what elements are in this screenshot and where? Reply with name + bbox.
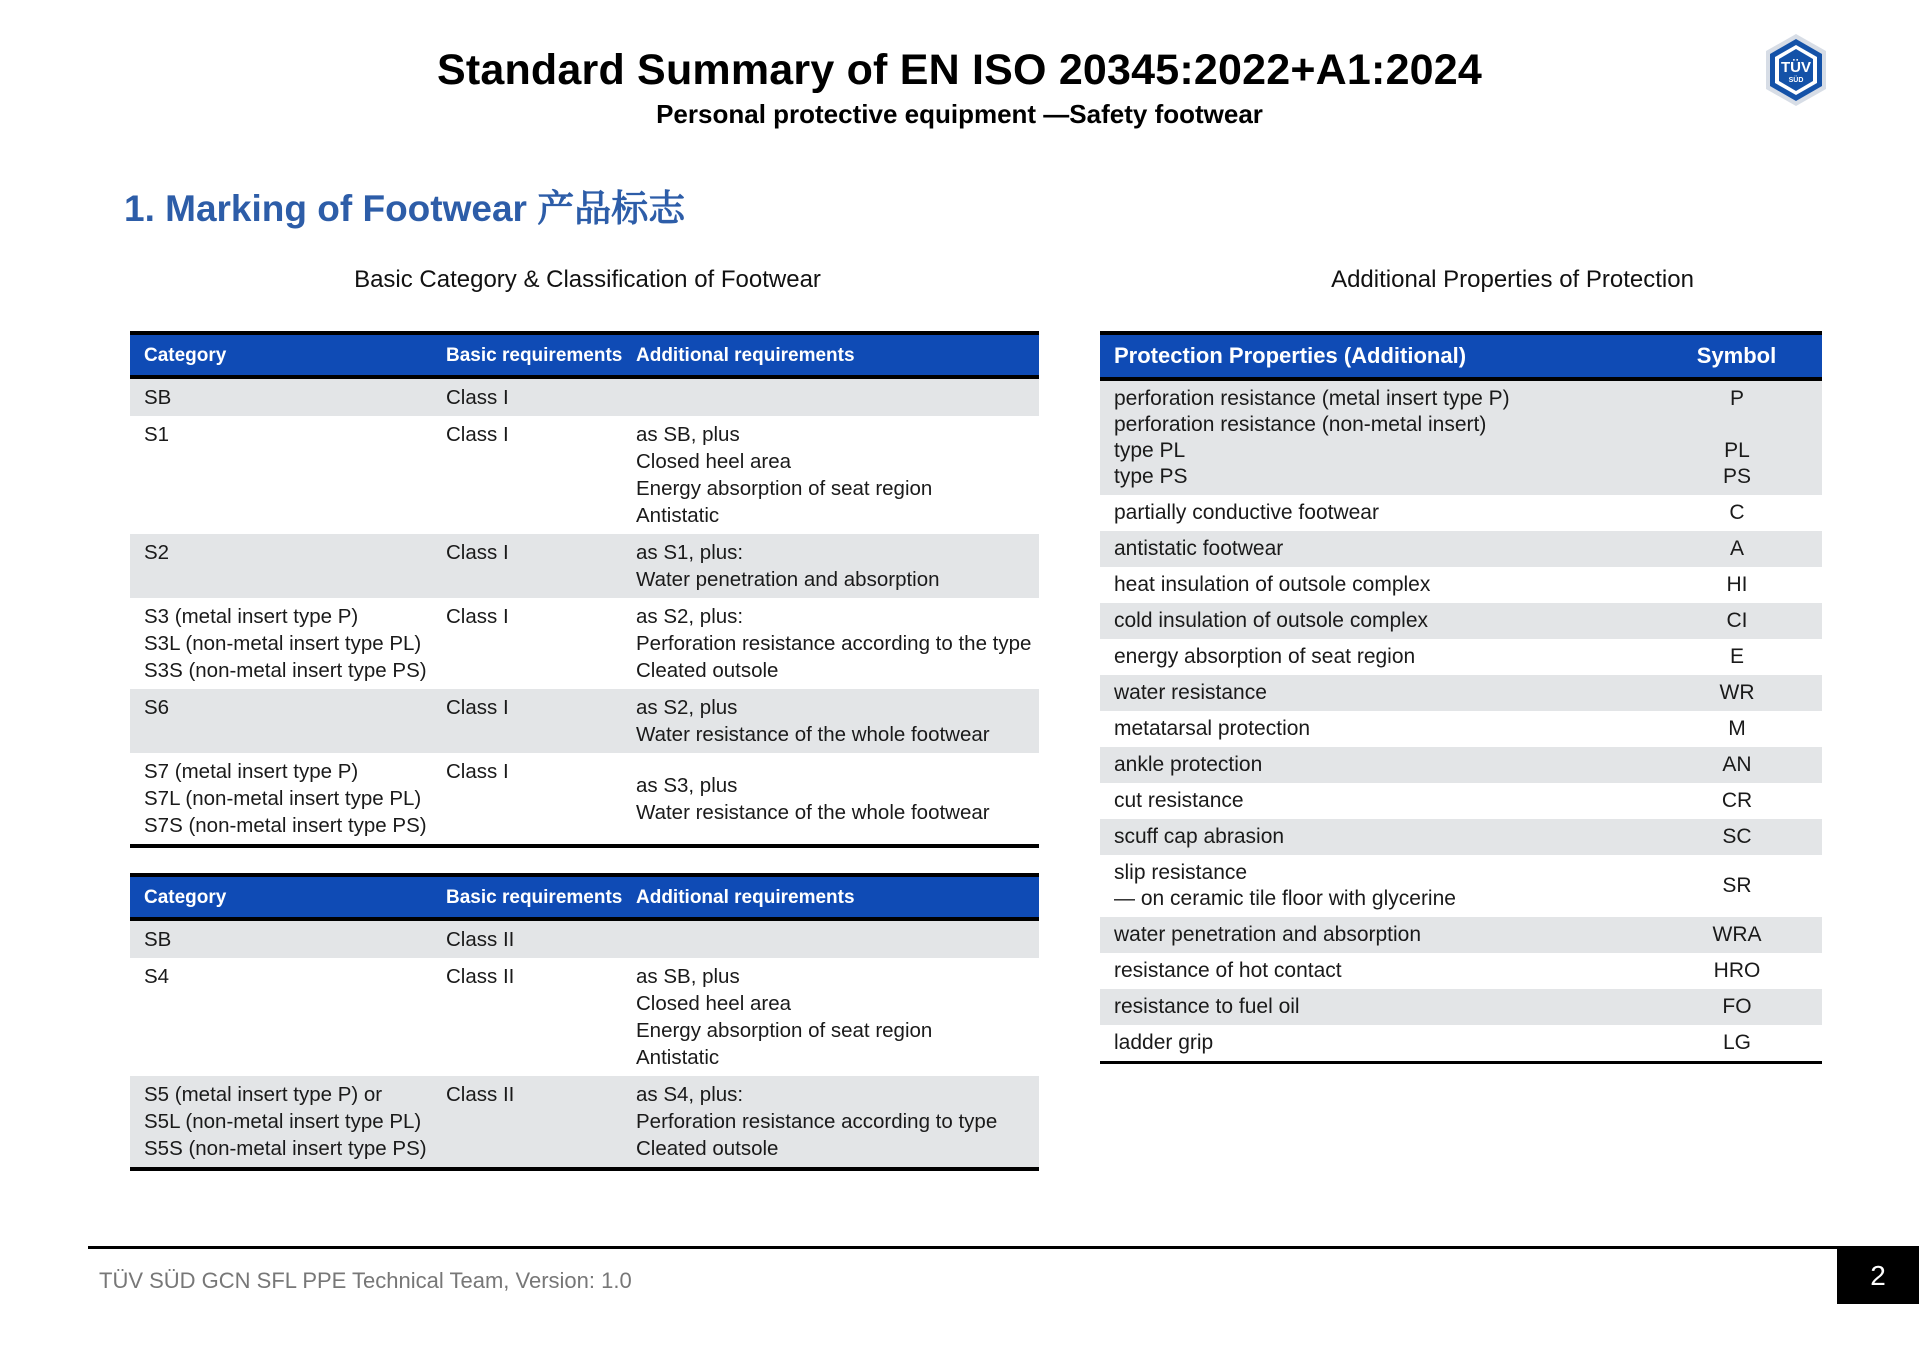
additional-cell: as S3, plus Water resistance of the whole footwear — [636, 773, 990, 824]
header-category: Category — [130, 875, 446, 919]
basic-cell: Class II — [446, 919, 636, 958]
symbol-cell: FO — [1652, 989, 1822, 1025]
header-protection-properties: Protection Properties (Additional) — [1100, 333, 1652, 379]
header-basic-requirements: Basic requirements — [446, 875, 636, 919]
header-additional-requirements: Additional requirements — [636, 875, 1039, 919]
class-1-category-table — [130, 331, 1039, 848]
additional-cell: as S4, plus: Perforation resistance according to type Cleated outsole — [636, 1076, 1039, 1169]
basic-cell: Class I — [446, 760, 509, 783]
section-heading: 1. Marking of Footwear 产品标志 — [124, 188, 686, 229]
table-row — [1100, 953, 1822, 989]
basic-cell: Class I — [446, 689, 636, 753]
footer-text: TÜV SÜD GCN SFL PPE Technical Team, Version: 1.0 — [99, 1268, 632, 1293]
basic-cell: Class I — [446, 377, 636, 416]
additional-cell: as S2, plus Water resistance of the whole footwear — [636, 689, 1039, 753]
additional-properties-table — [1100, 331, 1822, 1064]
table-row — [130, 598, 1039, 689]
property-cell: water resistance — [1100, 675, 1652, 711]
symbol-cell: SC — [1652, 819, 1822, 855]
additional-cell — [636, 377, 1039, 416]
category-cell: S1 — [144, 423, 170, 446]
property-cell: resistance of hot contact — [1114, 959, 1342, 982]
class-2-category-table — [130, 873, 1039, 1171]
additional-cell: as SB, plus Closed heel area Energy absorption of seat region Antistatic — [636, 423, 933, 527]
additional-cell: as SB, plus Closed heel area Energy absorption of seat region Antistatic — [636, 965, 933, 1069]
symbol-cell: CI — [1652, 603, 1822, 639]
table-row — [130, 919, 1039, 958]
category-cell: S3 (metal insert type P) S3L (non-metal insert type PL) S3S (non-metal insert type PS) — [144, 605, 427, 682]
symbol-cell: P PL PS — [1652, 379, 1822, 495]
additional-cell — [636, 919, 1039, 958]
footer-divider — [88, 1246, 1919, 1249]
table-row — [1100, 783, 1822, 819]
category-cell: S7 (metal insert type P) S7L (non-metal insert type PL) S7S (non-metal insert type PS) — [144, 760, 427, 837]
table-header-row — [130, 333, 1039, 377]
symbol-cell: A — [1652, 531, 1822, 567]
table-row — [130, 377, 1039, 416]
table-row — [1100, 1025, 1822, 1063]
table-row — [1100, 819, 1822, 855]
table-row — [1100, 603, 1822, 639]
property-cell: energy absorption of seat region — [1114, 645, 1416, 668]
basic-cell: Class I — [446, 423, 509, 446]
table-row — [1100, 531, 1822, 567]
symbol-cell: HRO — [1713, 959, 1761, 982]
left-table-caption: Basic Category & Classification of Footwear — [354, 266, 821, 293]
table-row — [1100, 989, 1822, 1025]
header-category: Category — [130, 333, 446, 377]
table-row — [130, 689, 1039, 753]
category-cell: S6 — [130, 689, 446, 753]
symbol-cell: C — [1729, 501, 1745, 524]
property-cell: cut resistance — [1114, 789, 1244, 812]
property-cell: heat insulation of outsole complex — [1114, 573, 1431, 596]
logo-subtext: SÜD — [1788, 77, 1804, 84]
property-cell: cold insulation of outsole complex — [1100, 603, 1652, 639]
right-table-caption: Additional Properties of Protection — [1331, 266, 1694, 293]
table-row — [1100, 675, 1822, 711]
symbol-cell: AN — [1652, 747, 1822, 783]
table-row — [1100, 379, 1822, 495]
property-cell: ladder grip — [1114, 1031, 1214, 1054]
category-cell: S5 (metal insert type P) or S5L (non-metal insert type PL) S5S (non-metal insert type PS) — [130, 1076, 446, 1169]
header-additional-requirements: Additional requirements — [636, 333, 1039, 377]
property-cell: scuff cap abrasion — [1100, 819, 1652, 855]
additional-cell: as S2, plus: Perforation resistance according to the type Cleated outsole — [636, 605, 1032, 682]
symbol-cell: HI — [1726, 573, 1748, 596]
symbol-cell: SR — [1722, 874, 1752, 897]
symbol-cell: M — [1728, 717, 1746, 740]
document-title: Standard Summary of EN ISO 20345:2022+A1:2024 — [436, 46, 1483, 94]
table-row — [1100, 747, 1822, 783]
property-cell: slip resistance — on ceramic tile floor with glycerine — [1114, 861, 1456, 910]
property-cell: metatarsal protection — [1114, 717, 1311, 740]
basic-cell: Class II — [446, 965, 515, 988]
property-cell: antistatic footwear — [1100, 531, 1652, 567]
category-cell: SB — [130, 377, 446, 416]
table-row — [1100, 855, 1822, 917]
property-cell: perforation resistance (metal insert type P) perforation resistance (non-metal insert) type PL type PS — [1100, 379, 1652, 495]
basic-cell: Class I — [446, 534, 636, 598]
table-row — [1100, 711, 1822, 747]
symbol-cell: LG — [1722, 1031, 1751, 1054]
table-row — [130, 534, 1039, 598]
table-row — [1100, 567, 1822, 603]
category-cell: SB — [130, 919, 446, 958]
header-symbol: Symbol — [1652, 333, 1822, 379]
category-cell: S2 — [130, 534, 446, 598]
table-header-row — [1100, 333, 1822, 379]
table-row — [130, 753, 1039, 846]
table-row — [1100, 495, 1822, 531]
category-cell: S4 — [144, 965, 170, 988]
symbol-cell: WRA — [1652, 917, 1822, 953]
table-row — [1100, 917, 1822, 953]
table-row — [130, 1076, 1039, 1169]
additional-cell: as S1, plus: Water penetration and absorption — [636, 534, 1039, 598]
property-cell: resistance to fuel oil — [1100, 989, 1652, 1025]
logo-text: TÜV — [1781, 59, 1811, 76]
table-row — [130, 958, 1039, 1076]
basic-cell: Class II — [446, 1076, 636, 1169]
symbol-cell: WR — [1652, 675, 1822, 711]
header-basic-requirements: Basic requirements — [446, 333, 636, 377]
symbol-cell: E — [1729, 645, 1744, 668]
property-cell: partially conductive footwear — [1114, 501, 1379, 524]
symbol-cell: CR — [1721, 789, 1753, 812]
document-subtitle: Personal protective equipment —Safety footwear — [656, 99, 1263, 129]
property-cell: water penetration and absorption — [1100, 917, 1652, 953]
table-row — [130, 416, 1039, 534]
table-row — [1100, 639, 1822, 675]
basic-cell: Class I — [446, 605, 509, 628]
property-cell: ankle protection — [1100, 747, 1652, 783]
page-number: 2 — [1837, 1248, 1919, 1304]
tuv-sud-logo — [1758, 32, 1834, 108]
table-header-row — [130, 875, 1039, 919]
